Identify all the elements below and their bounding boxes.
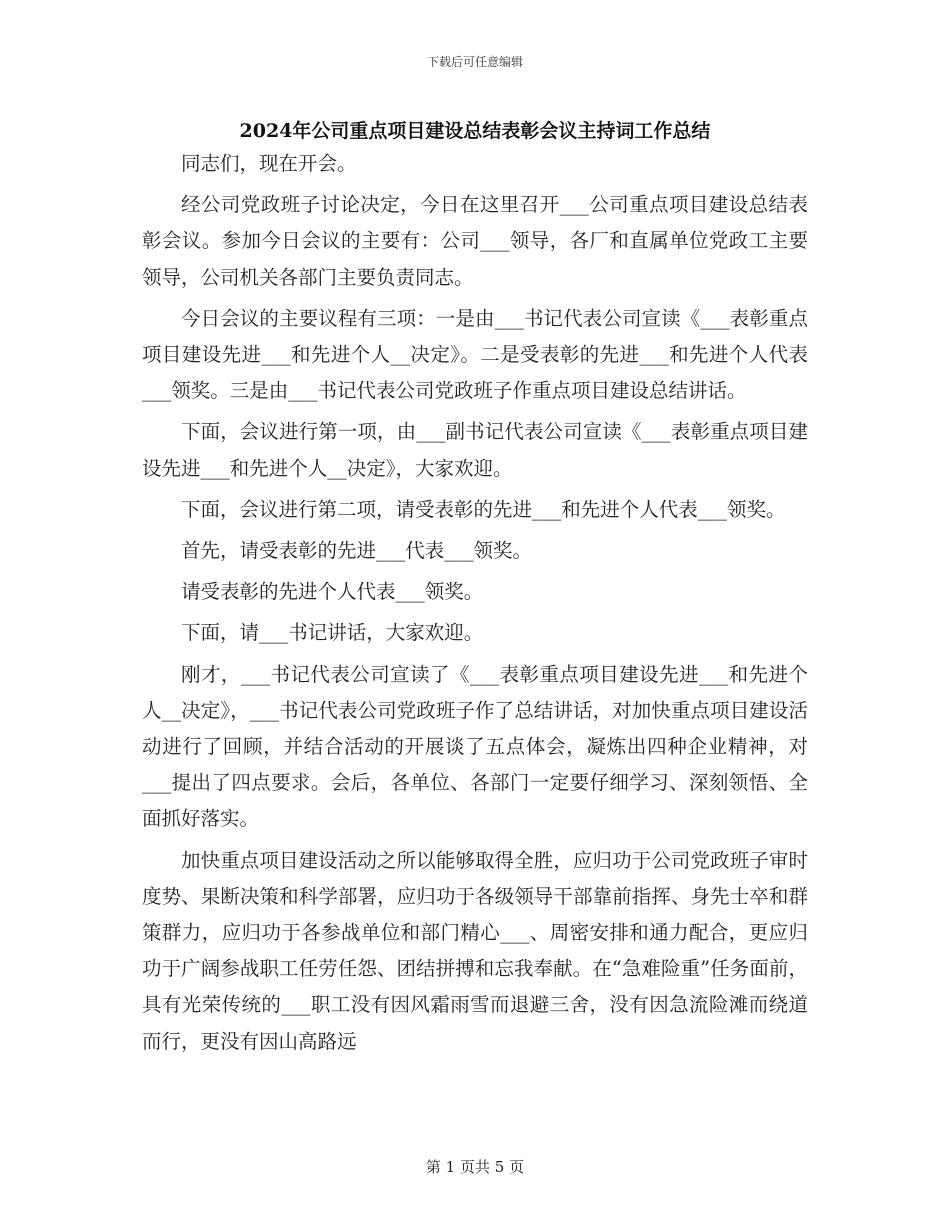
header-note: 下载后可任意编辑 bbox=[426, 55, 523, 69]
document-body bbox=[142, 146, 808, 1060]
document-title: 2024年公司重点项目建设总结表彰会议主持词工作总结 bbox=[239, 120, 711, 142]
paragraph: 下面，请___书记讲话，大家欢迎。 bbox=[181, 621, 484, 645]
paragraph: 下面，会议进行第二项，请受表彰的先进___和先进个人代表___领奖。 bbox=[181, 497, 786, 521]
paragraph: 下面，会议进行第一项，由___副书记代表公司宣读《___表彰重点项目建设先进___和先进个人__决定》，大家欢迎。 bbox=[142, 420, 808, 480]
paragraph: 今日会议的主要议程有三项：一是由___书记代表公司宣读《___表彰重点项目建设先进___和先进个人__决定》。二是受表彰的先进___和先进个人代表___领奖。三是由___书记代表公司党政班子作重点项目建设总结讲话。 bbox=[142, 306, 808, 403]
paragraph: 经公司党政班子讨论决定，今日在这里召开___公司重点项目建设总结表彰会议。参加今日会议的主要有：公司___领导，各厂和直属单位党政工主要领导，公司机关各部门主要负责同志。 bbox=[142, 193, 808, 289]
paragraph: 请受表彰的先进个人代表___领奖。 bbox=[181, 580, 484, 604]
paragraph: 首先，请受表彰的先进___代表___领奖。 bbox=[181, 539, 533, 563]
page-number-footer: 第 1 页共 5 页 bbox=[425, 1158, 525, 1176]
paragraph: 同志们，现在开会。 bbox=[181, 152, 357, 175]
paragraph: 加快重点项目建设活动之所以能够取得全胜，应归功于公司党政班子审时度势、果断决策和科学部署，应归功于各级领导干部靠前指挥、身先士卒和群策群力，应归功于各参战单位和部门精心___、周密安排和通力配合，更应归功于广阔参战职工任劳任怨、团结拼搏和忘我奉献。在“急难险重”任务面前，具有光荣传统的___职工没有因风霜雨雪而退避三舍，没有因急流险滩而绕道而行，更没有因山高路远 bbox=[142, 848, 808, 1053]
paragraph: 刚才，___书记代表公司宣读了《___表彰重点项目建设先进___和先进个人__决定》，___书记代表公司党政班子作了总结讲话，对加快重点项目建设活动进行了回顾，并结合活动的开展谈了五点体会，凝炼出四种企业精神，对___提出了四点要求。会后，各单位、各部门一定要仔细学习、深刻领悟、全面抓好落实。 bbox=[142, 662, 808, 831]
